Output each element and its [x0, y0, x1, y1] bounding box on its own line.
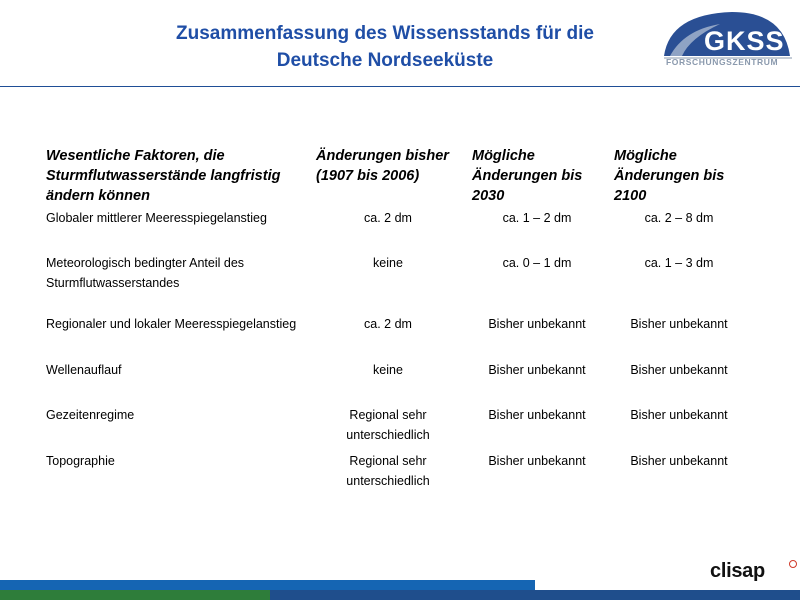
clisap-logo: clisap: [710, 560, 765, 582]
value-until-2006: ca. 2 dm: [364, 317, 412, 331]
slide-title: [100, 20, 670, 74]
factor-cell: Globaler mittlerer Meeresspiegelanstieg: [46, 211, 267, 225]
footer-bar-blue: [0, 580, 535, 590]
table-row: [40, 253, 750, 314]
factor-cell: Gezeitenregime: [46, 408, 135, 422]
value-until-2100: ca. 1 – 3 dm: [644, 256, 714, 270]
value-until-2006: Regional sehr unterschiedlich: [346, 454, 430, 488]
factor-cell: Topographie: [46, 454, 115, 468]
value-until-2100: ca. 2 – 8 dm: [644, 211, 714, 225]
gkss-wordmark: GKSS: [704, 26, 785, 56]
table-row: [40, 451, 750, 493]
header-divider: [0, 86, 800, 87]
value-until-2030: Bisher unbekannt: [488, 408, 586, 422]
header-until-2100: Mögliche Änderungen bis 2100: [614, 148, 725, 204]
value-until-2030: Bisher unbekannt: [488, 454, 586, 468]
table-row: [40, 405, 750, 451]
value-until-2006: keine: [373, 256, 403, 270]
slide-title-line-2: Deutsche Nordseeküste: [276, 50, 494, 71]
footer-bar-green: [0, 590, 270, 600]
gkss-logo: [660, 8, 794, 72]
value-until-2030: Bisher unbekannt: [488, 363, 586, 377]
header-factors: Wesentliche Faktoren, die Sturmflutwasserstände langfristig ändern können: [46, 148, 281, 204]
clisap-logo-mark-icon: [789, 560, 797, 568]
value-until-2006: keine: [373, 363, 403, 377]
value-until-2100: Bisher unbekannt: [630, 363, 728, 377]
table-row: [40, 314, 750, 360]
value-until-2006: Regional sehr unterschiedlich: [346, 408, 430, 442]
table-row: [40, 360, 750, 405]
value-until-2030: ca. 1 – 2 dm: [502, 211, 572, 225]
slide-title-line-1: Zusammenfassung des Wissensstands für die: [176, 23, 594, 44]
table-row: [40, 208, 750, 253]
value-until-2030: Bisher unbekannt: [488, 317, 586, 331]
factor-cell: Regionaler und lokaler Meeresspiegelanstieg: [46, 317, 297, 331]
value-until-2030: ca. 0 – 1 dm: [502, 256, 572, 270]
value-until-2006: ca. 2 dm: [364, 211, 412, 225]
value-until-2100: Bisher unbekannt: [630, 408, 728, 422]
footer-bar-dark: [270, 590, 800, 600]
header-until-2030: Mögliche Änderungen bis 2030: [472, 148, 583, 204]
table-header-row: [40, 146, 750, 208]
factor-cell: Wellenauflauf: [46, 363, 122, 377]
gkss-subtitle: FORSCHUNGSZENTRUM: [666, 57, 779, 67]
value-until-2100: Bisher unbekannt: [630, 454, 728, 468]
header-until-2006: Änderungen bisher (1907 bis 2006): [316, 148, 449, 184]
knowledge-table: [40, 146, 750, 493]
factor-cell: Meteorologisch bedingter Anteil des Sturmflutwasserstandes: [46, 256, 245, 290]
value-until-2100: Bisher unbekannt: [630, 317, 728, 331]
